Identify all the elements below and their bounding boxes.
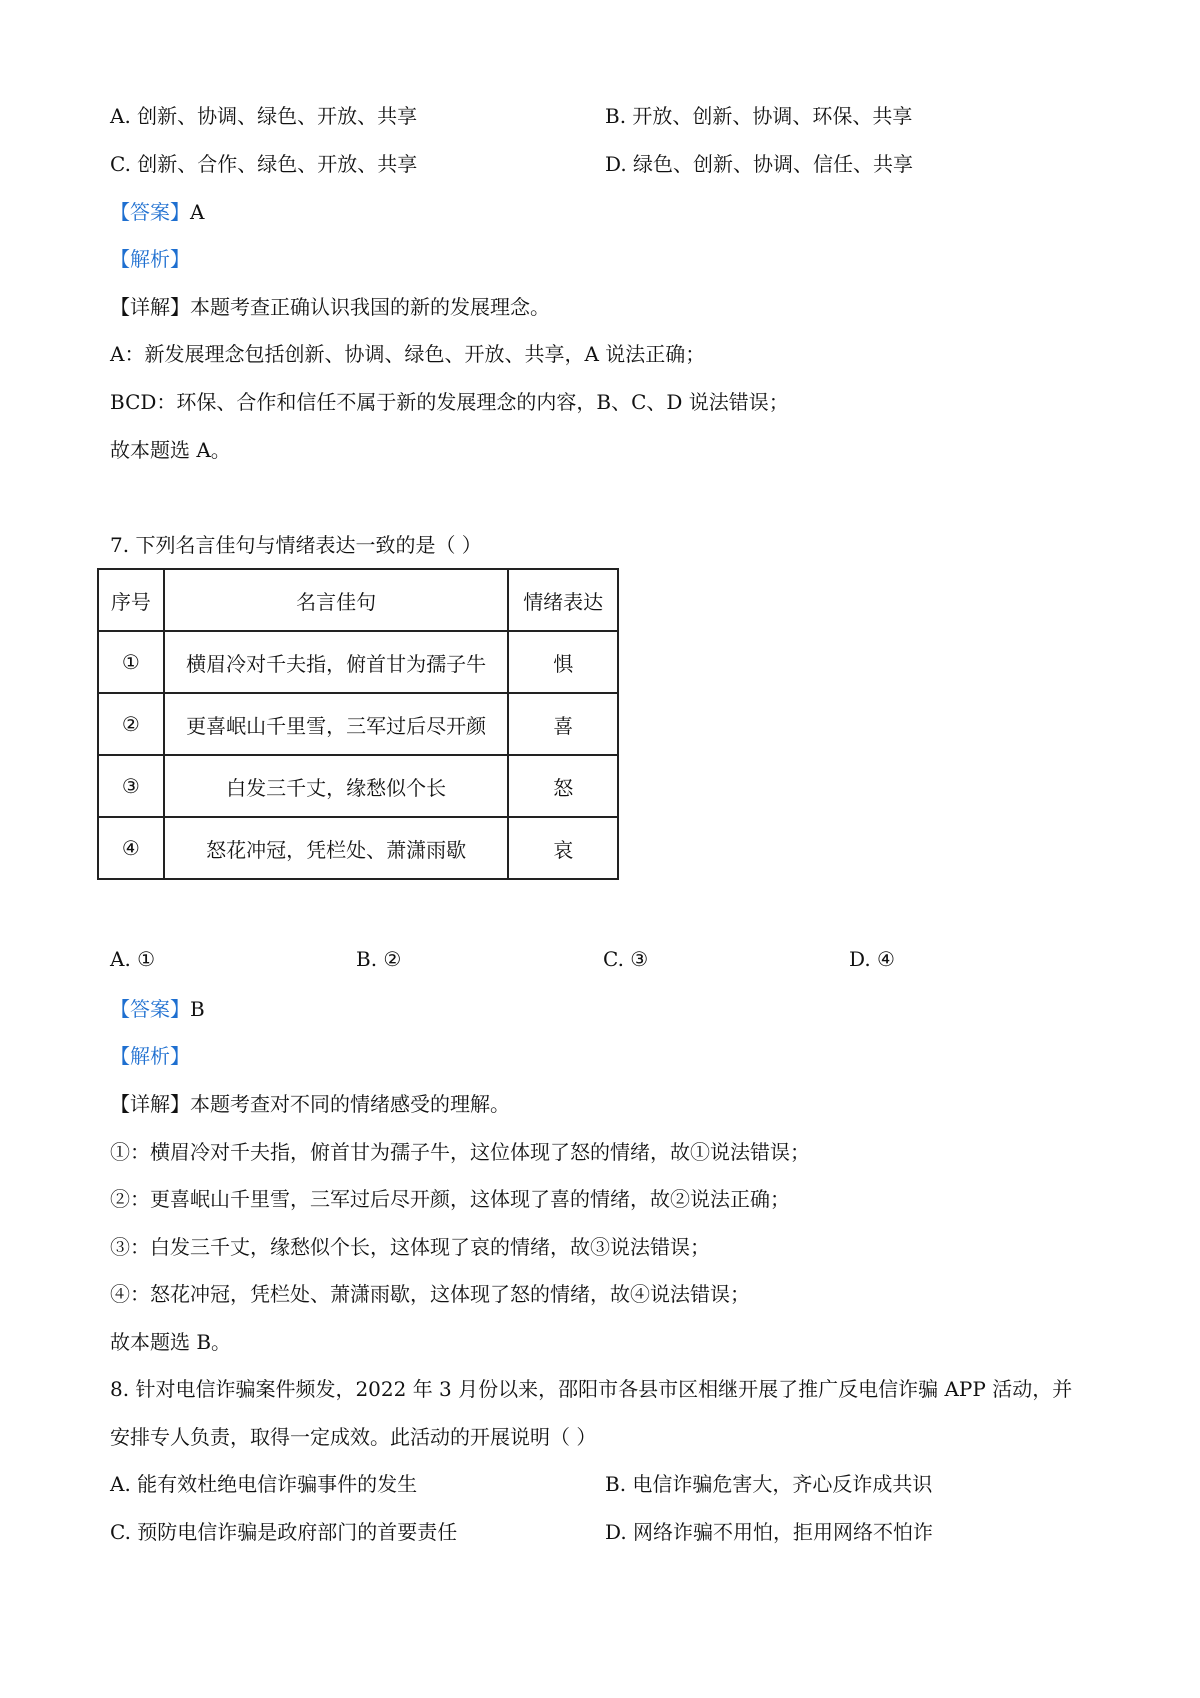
- q7-explanation-line: ①：横眉冷对千夫指，俯首甘为孺子牛，这位体现了怒的情绪，故①说法错误；: [110, 1140, 810, 1164]
- row-quote: 更喜岷山千里雪，三军过后尽开颜: [164, 693, 509, 755]
- q8-option-b: B. 电信诈骗危害大，齐心反诈成共识: [605, 1472, 933, 1496]
- q7-option-b: B. ②: [356, 947, 402, 971]
- q7-explanation-line: ②：更喜岷山千里雪，三军过后尽开颜，这体现了喜的情绪，故②说法正确；: [110, 1187, 790, 1211]
- q7-explanation-line: ③：白发三千丈，缘愁似个长，这体现了哀的情绪，故③说法错误；: [110, 1235, 710, 1259]
- q8-option-d: D. 网络诈骗不用怕，拒用网络不怕诈: [605, 1520, 934, 1544]
- table-row: [98, 755, 618, 817]
- q6-option-a: A. 创新、协调、绿色、开放、共享: [110, 104, 418, 128]
- row-index: ②: [98, 693, 164, 755]
- q7-option-d: D. ④: [849, 947, 895, 971]
- q6-analysis-tag: 【解析】: [110, 247, 190, 271]
- q6-option-c: C. 创新、合作、绿色、开放、共享: [110, 152, 418, 176]
- row-index: ③: [98, 755, 164, 817]
- q7-detail: 【详解】本题考查对不同的情绪感受的理解。: [110, 1092, 510, 1116]
- q8-option-c: C. 预防电信诈骗是政府部门的首要责任: [110, 1520, 458, 1544]
- q6-option-d: D. 绿色、创新、协调、信任、共享: [605, 152, 914, 176]
- q6-explanation-line: BCD：环保、合作和信任不属于新的发展理念的内容，B、C、D 说法错误；: [110, 390, 789, 414]
- answer-value: A: [190, 200, 205, 224]
- answer-tag: 【答案】: [110, 200, 190, 224]
- header-index: 序号: [98, 569, 164, 631]
- row-index: ①: [98, 631, 164, 693]
- q7-conclusion: 故本题选 B。: [110, 1330, 232, 1354]
- row-emotion: 惧: [508, 631, 618, 693]
- header-emotion: 情绪表达: [508, 569, 618, 631]
- q7-answer: [110, 996, 205, 1022]
- q7-stem: 7. 下列名言佳句与情绪表达一致的是（ ）: [110, 533, 482, 557]
- table-row: [98, 631, 618, 693]
- emotion-table: [97, 568, 619, 880]
- answer-tag: 【答案】: [110, 997, 190, 1021]
- q6-answer: [110, 199, 204, 225]
- q8-option-a: A. 能有效杜绝电信诈骗事件的发生: [110, 1472, 418, 1496]
- q7-option-c: C. ③: [603, 947, 649, 971]
- row-emotion: 喜: [508, 693, 618, 755]
- q8-stem: 安排专人负责，取得一定成效。此活动的开展说明（ ）: [110, 1425, 597, 1449]
- row-emotion: 哀: [508, 817, 618, 879]
- answer-value: B: [190, 997, 205, 1021]
- q6-explanation-line: A：新发展理念包括创新、协调、绿色、开放、共享，A 说法正确；: [110, 342, 706, 366]
- row-quote: 白发三千丈，缘愁似个长: [164, 755, 509, 817]
- q6-detail: 【详解】本题考查正确认识我国的新的发展理念。: [110, 295, 550, 319]
- row-quote: 怒花冲冠，凭栏处、萧潇雨歇: [164, 817, 509, 879]
- q7-analysis-tag: 【解析】: [110, 1044, 190, 1068]
- q7-option-a: A. ①: [110, 947, 156, 971]
- table-row: [98, 693, 618, 755]
- row-index: ④: [98, 817, 164, 879]
- q6-option-b: B. 开放、创新、协调、环保、共享: [605, 104, 913, 128]
- table-row: [98, 817, 618, 879]
- row-emotion: 怒: [508, 755, 618, 817]
- row-quote: 横眉冷对千夫指，俯首甘为孺子牛: [164, 631, 509, 693]
- q7-explanation-line: ④：怒花冲冠，凭栏处、萧潇雨歇，这体现了怒的情绪，故④说法错误；: [110, 1282, 750, 1306]
- table-header-row: [98, 569, 618, 631]
- header-quote: 名言佳句: [164, 569, 509, 631]
- q6-conclusion: 故本题选 A。: [110, 438, 231, 462]
- q8-stem: 8. 针对电信诈骗案件频发，2022 年 3 月份以来，邵阳市各县市区相继开展了推广反电信诈骗 APP 活动，并: [110, 1377, 1073, 1401]
